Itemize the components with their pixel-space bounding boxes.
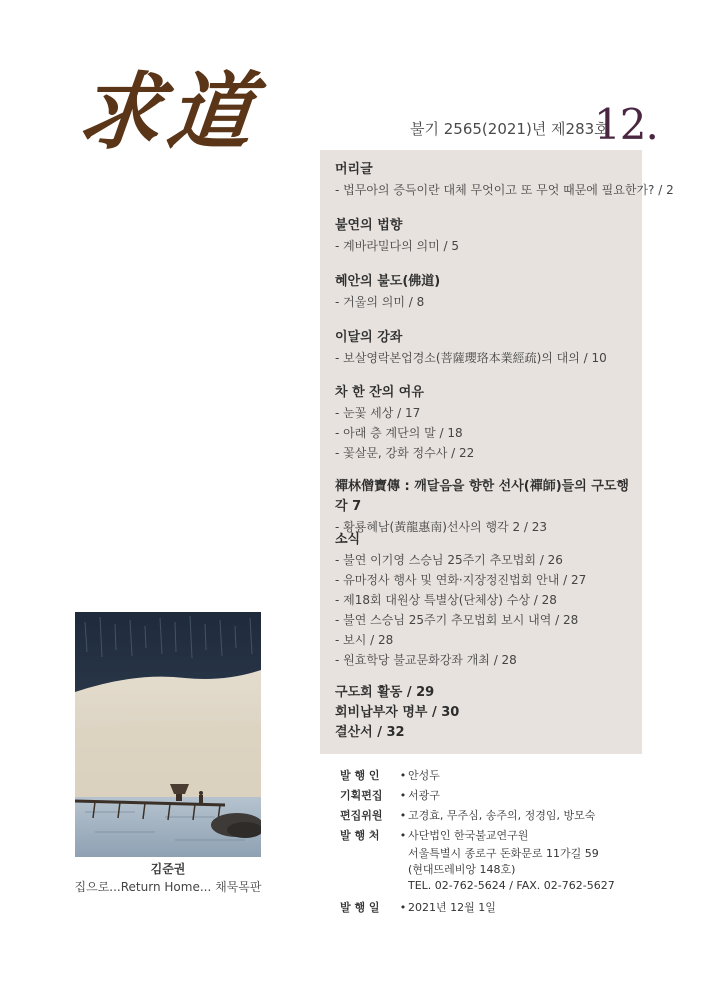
toc-item: - 황룡혜남(黃龍惠南)선사의 행각 2 / 23 [335,520,548,534]
toc-section [335,530,634,670]
toc-item-activities: 구도회 활동 / 29 [335,685,435,700]
toc-section [335,383,634,463]
toc-heading: 禪林僧寶傳 : 깨달음을 향한 선사(禪師)들의 구도행각 7 [335,479,629,514]
artwork-title: 집으로...Return Home... 채묵목판 [74,880,262,894]
toc-section [335,272,634,312]
bullet: • [399,809,407,822]
colophon-row-office [340,826,615,846]
toc-heading: 이달의 강좌 [335,330,403,345]
toc-heading: 차 한 잔의 여유 [335,385,424,400]
toc-item: - 보살영락본업경소(菩薩瓔珞本業經疏)의 대의 / 10 [335,351,607,365]
toc-item: - 계바라밀다의 의미 / 5 [335,239,460,253]
date-label: 발 행 일 [340,901,380,914]
publisher-label: 발 행 인 [340,769,380,782]
issue-line: 불기 2565(2021)년 제283호 [410,120,609,138]
masthead-logo [72,62,264,172]
office-address-line-2: (현대뜨레비앙 148호) [408,863,516,876]
issue-month: 12. [594,100,658,149]
bullet: • [399,769,407,782]
colophon-row-date [340,898,615,918]
toc-item: - 법무아의 증득이란 대체 무엇이고 또 무엇 때문에 필요한가? / 2 [335,183,674,197]
toc-section [335,160,674,200]
date-value: 2021년 12월 1일 [408,901,496,914]
bullet: • [399,789,407,802]
office-value: 사단법인 한국불교연구원 [408,829,529,842]
toc-heading: 소식 [335,532,361,547]
colophon-row-publisher [340,766,615,786]
publisher-value: 안성두 [408,769,440,782]
toc-heading: 혜안의 불도(佛道) [335,274,441,289]
toc-section [335,216,634,256]
toc-item: - 원효학당 불교문화강좌 개최 / 28 [335,653,517,667]
editors-label: 편집위원 [340,809,383,822]
table-of-contents [320,150,674,754]
colophon-row-planning [340,786,615,806]
toc-item: - 눈꽃 세상 / 17 [335,406,421,420]
toc-item: - 아래 층 계단의 말 / 18 [335,426,463,440]
planning-value: 서광구 [408,789,440,802]
toc-section [335,328,634,368]
artwork-artist: 김준권 [150,862,186,876]
toc-heading: 머리글 [335,162,373,177]
toc-section [335,477,634,537]
toc-closing [335,683,634,743]
toc-item: - 유마정사 행사 및 연화·지장정진법회 안내 / 27 [335,573,587,587]
toc-item: - 보시 / 28 [335,633,394,647]
toc-item-settlement: 결산서 / 32 [335,725,405,740]
bullet: • [399,901,407,914]
toc-item: - 거울의 의미 / 8 [335,295,425,309]
toc-item: - 꽃살문, 강화 정수사 / 22 [335,446,475,460]
toc-item: - 불연 스승님 25주기 추모법회 보시 내역 / 28 [335,613,579,627]
bullet: • [399,829,407,842]
editors-value: 고경효, 무주심, 송주의, 정경임, 방모숙 [408,809,596,822]
toc-item-members: 회비납부자 명부 / 30 [335,705,460,720]
cover-artwork [75,612,261,857]
woodblock-print-image [75,612,261,857]
toc-item: - 불연 이기영 스승님 25주기 추모법회 / 26 [335,553,563,567]
toc-heading: 불연의 법향 [335,218,403,233]
planning-label: 기획편집 [340,789,383,802]
logo-calligraphy: 求道 [72,62,264,161]
toc-item: - 제18회 대원상 특별상(단체상) 수상 / 28 [335,593,557,607]
office-contact: TEL. 02-762-5624 / FAX. 02-762-5627 [408,879,615,892]
colophon-row-editors [340,806,615,826]
office-address-line-1: 서울특별시 종로구 돈화문로 11가길 59 [408,847,599,860]
office-label: 발 행 처 [340,829,380,842]
colophon [340,766,615,918]
